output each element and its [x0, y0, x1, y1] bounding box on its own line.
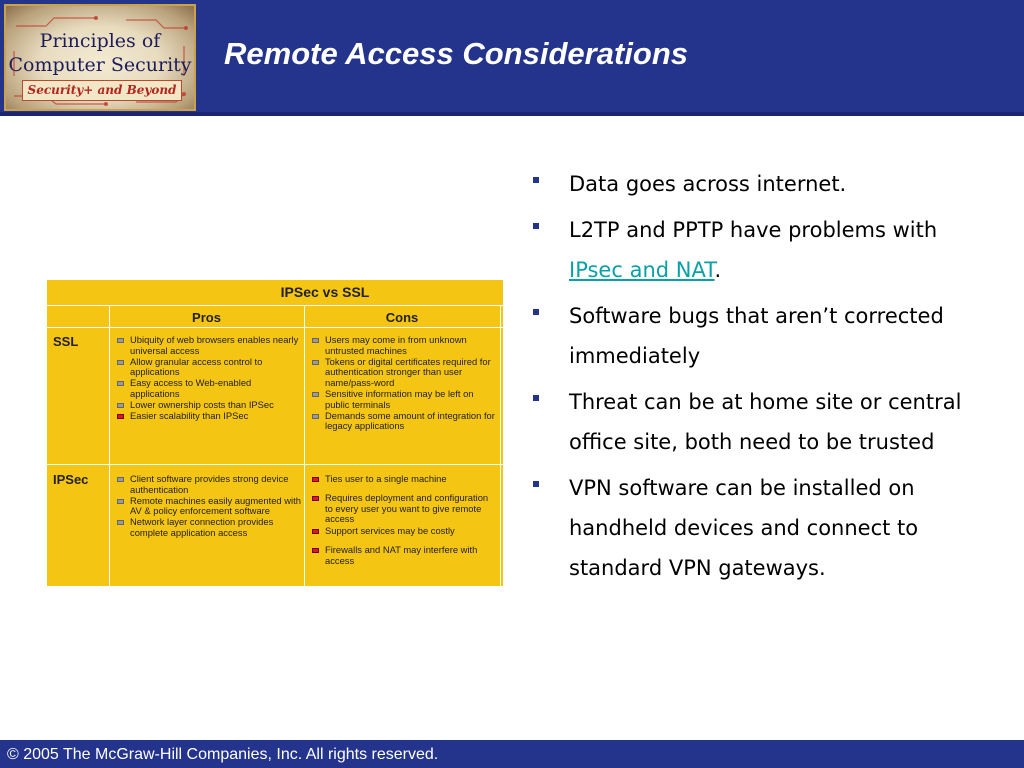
slide-title: Remote Access Considerations: [224, 36, 689, 71]
gray-square-icon: [117, 520, 124, 525]
book-logo: [4, 4, 196, 111]
logo-subtitle: Security+ and Beyond: [22, 80, 182, 101]
table-list-item: Sensitive information may be left on public terminals: [310, 389, 498, 411]
table-divider: [47, 305, 503, 306]
table-list-item: Easier scalability than IPSec: [115, 411, 302, 422]
square-bullet-icon: [533, 223, 539, 229]
table-list-item: Lower ownership costs than IPSec: [115, 400, 302, 411]
gray-square-icon: [117, 381, 124, 386]
gray-square-icon: [312, 338, 319, 343]
table-divider: [47, 464, 503, 465]
square-bullet-icon: [533, 481, 539, 487]
red-square-icon: [312, 477, 319, 482]
table-list-item: Support services may be costly: [310, 526, 498, 537]
column-header-cons: Cons: [385, 310, 419, 325]
table-list-item: Demands some amount of integration for legacy applications: [310, 411, 498, 433]
footer-banner: [0, 740, 1024, 768]
gray-square-icon: [312, 392, 319, 397]
table-divider: [109, 305, 110, 586]
red-square-icon: [312, 548, 319, 553]
square-bullet-icon: [533, 177, 539, 183]
table-list-item: Ties user to a single machine: [310, 474, 498, 485]
gray-square-icon: [312, 360, 319, 365]
red-square-icon: [312, 496, 319, 501]
bullet-item: L2TP and PPTP have problems with IPsec and NAT.: [532, 210, 972, 290]
table-divider: [304, 305, 305, 586]
bullet-item: VPN software can be installed on handheld devices and connect to standard VPN gateways.: [532, 468, 972, 588]
table-list-item: Easy access to Web-enabled applications: [115, 378, 302, 400]
gray-square-icon: [117, 338, 124, 343]
table-divider: [500, 305, 501, 586]
header-stripe: [0, 112, 1024, 116]
table-title: IPSec vs SSL: [280, 284, 370, 300]
square-bullet-icon: [533, 395, 539, 401]
row-header-ipsec: IPSec: [53, 472, 89, 487]
logo-title-line1: Principles of: [39, 30, 161, 52]
header-banner: [0, 0, 1024, 116]
gray-square-icon: [117, 477, 124, 482]
bullet-list: [532, 164, 972, 594]
table-list-item: Tokens or digital certificates required for authentication stronger than user name/pass-word: [310, 357, 498, 389]
ipsec-vs-ssl-table: [47, 280, 503, 586]
gray-square-icon: [117, 360, 124, 365]
gray-square-icon: [117, 403, 124, 408]
gray-square-icon: [117, 499, 124, 504]
table-divider: [47, 327, 503, 328]
column-header-pros: Pros: [192, 310, 221, 325]
row-header-ssl: SSL: [53, 334, 79, 349]
ipsec-nat-link[interactable]: IPsec and NAT: [569, 258, 715, 282]
table-list-item: Firewalls and NAT may interfere with access: [310, 545, 498, 567]
red-square-icon: [312, 529, 319, 534]
ssl-pros-cell: [115, 335, 302, 421]
logo-title-line2: Computer Security: [8, 54, 192, 76]
bullet-item: Data goes across internet.: [532, 164, 972, 204]
gray-square-icon: [312, 414, 319, 419]
ipsec-pros-cell: [115, 474, 302, 539]
ssl-cons-cell: [310, 335, 498, 432]
red-square-icon: [117, 414, 124, 419]
table-list-item: Network layer connection provides complete application access: [115, 517, 302, 539]
square-bullet-icon: [533, 309, 539, 315]
copyright-text: © 2005 The McGraw-Hill Companies, Inc. All rights reserved.: [7, 746, 439, 763]
table-list-item: Requires deployment and configuration to every user you want to give remote access: [310, 493, 498, 525]
table-list-item: Users may come in from unknown untrusted machines: [310, 335, 498, 357]
table-list-item: Client software provides strong device authentication: [115, 474, 302, 496]
table-list-item: Allow granular access control to applications: [115, 357, 302, 379]
bullet-item: Software bugs that aren’t corrected immediately: [532, 296, 972, 376]
ipsec-cons-cell: [310, 474, 498, 567]
table-list-item: Ubiquity of web browsers enables nearly universal access: [115, 335, 302, 357]
bullet-item: Threat can be at home site or central office site, both need to be trusted: [532, 382, 972, 462]
table-list-item: Remote machines easily augmented with AV & policy enforcement software: [115, 496, 302, 518]
